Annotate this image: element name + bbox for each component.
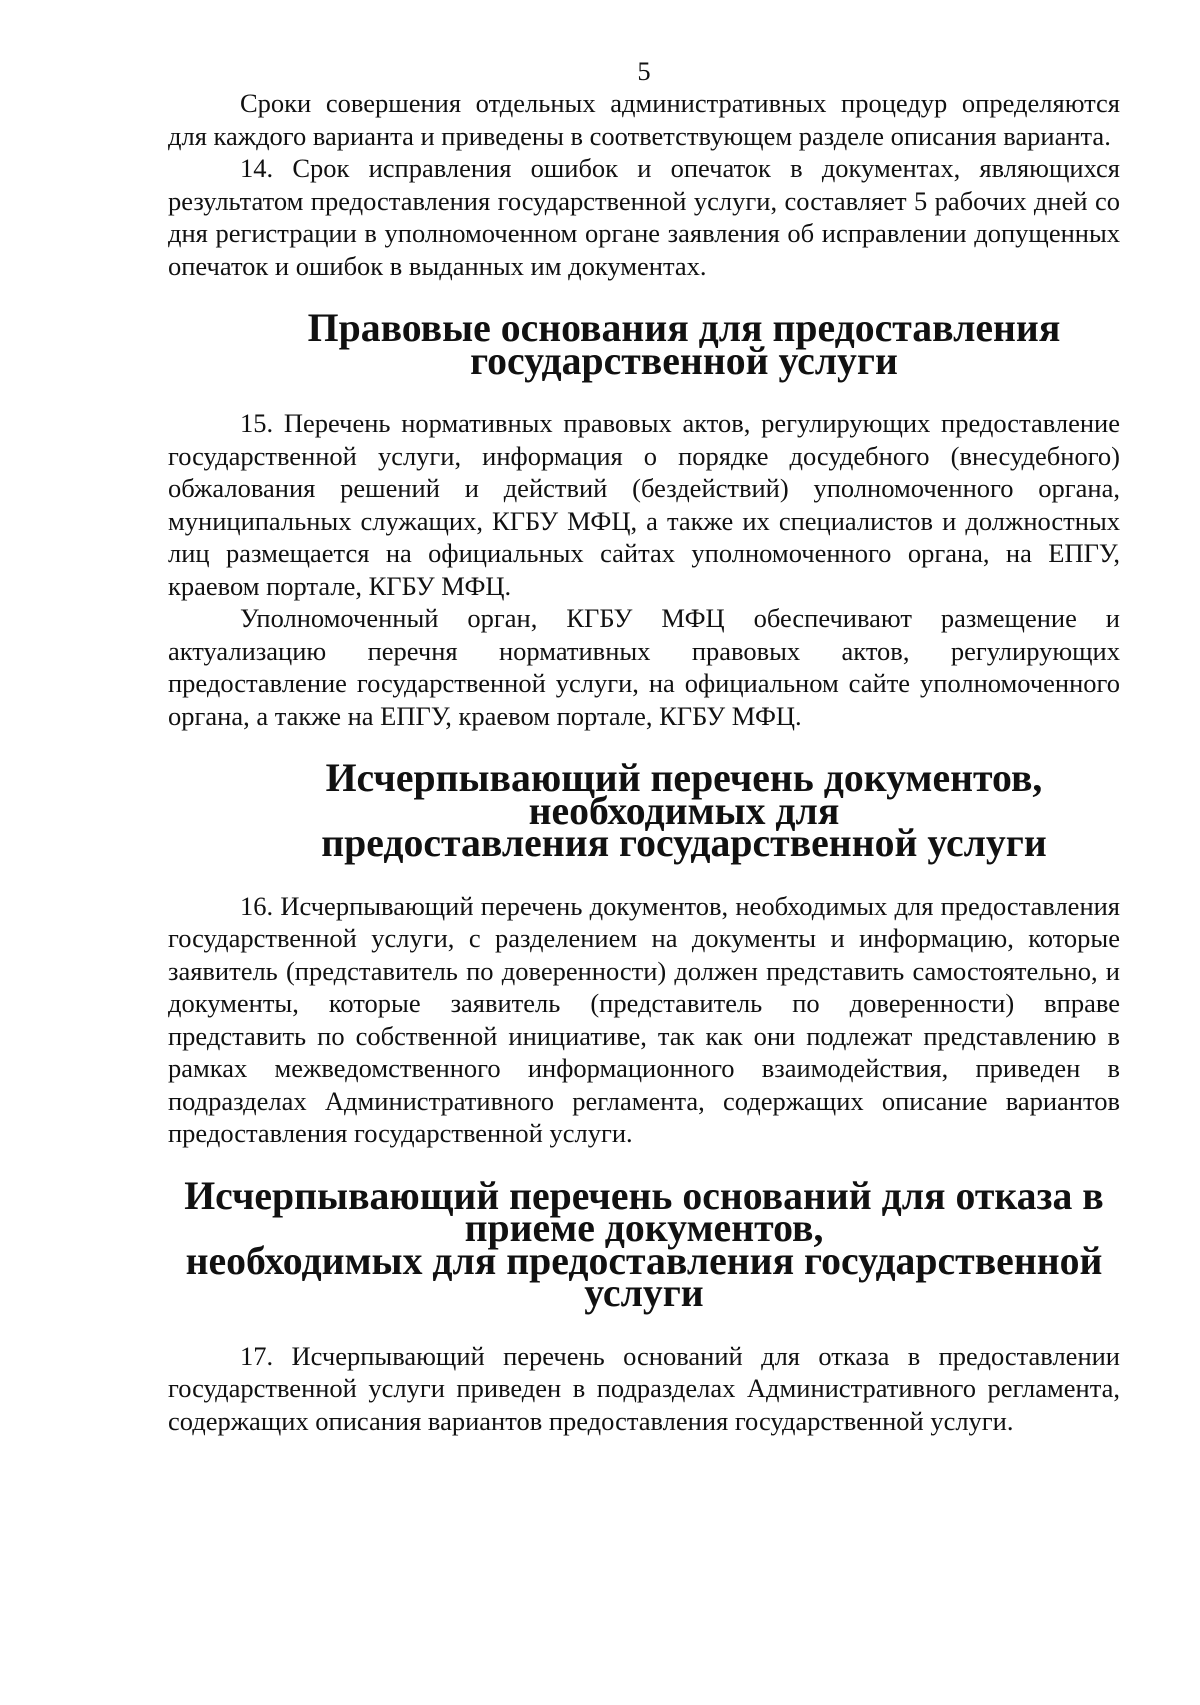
paragraph-15: 15. Перечень нормативных правовых актов, регулирующих предоставление государственной услуги, информация о порядке досудебного (внесудебного) обжалования решений и действий (бездействий) уполномоченного органа, муниципальных служащих, КГБУ МФЦ, а также их специалистов и должностных лиц размещается на официальных сайтах уполномоченного органа, на ЕПГУ, краевом портале, КГБУ МФЦ. — [168, 408, 1120, 601]
paragraph-procedure-terms: Сроки совершения отдельных административных процедур определяются для каждого варианта и приведены в соответствующем разделе описания варианта. — [168, 88, 1120, 151]
heading-documents-list — [168, 756, 1120, 865]
document-page — [168, 55, 1120, 1437]
heading-refusal-grounds-line1: Исчерпывающий перечень оснований для отказа в приеме документов, — [184, 1173, 1104, 1250]
page-number: 5 — [637, 56, 651, 86]
paragraph-14: 14. Срок исправления ошибок и опечаток в документах, являющихся результатом предоставления государственной услуги, составляет 5 рабочих дней со дня регистрации в уполномоченном органе заявления об исправлении допущенных опечаток и ошибок в выданных им документах. — [168, 153, 1120, 281]
paragraph-17: 17. Исчерпывающий перечень оснований для отказа в предоставлении государственной услуги приведен в подразделах Административного регламента, содержащих описания вариантов предоставления государственной услуги. — [168, 1340, 1120, 1436]
heading-documents-list-line1: Исчерпывающий перечень документов, необходимых для — [325, 756, 1043, 833]
heading-legal-grounds: Правовые основания для предоставления государственной услуги — [307, 306, 1061, 383]
paragraph-16: 16. Исчерпывающий перечень документов, необходимых для предоставления государственной услуги, с разделением на документы и информацию, которые заявитель (представитель по доверенности) должен представить самостоятельно, и документы, которые заявитель (представитель по доверенности) вправе представить по собственной инициативе, так как они подлежат представлению в рамках межведомственного информационного взаимодействия, приведен в подразделах Административного регламента, содержащих описание вариантов предоставления государственной услуги. — [168, 890, 1120, 1148]
heading-refusal-grounds-line2: необходимых для предоставления государственной услуги — [185, 1238, 1103, 1315]
heading-refusal-grounds — [168, 1173, 1120, 1315]
heading-documents-list-line2: предоставления государственной услуги — [321, 821, 1047, 865]
paragraph-15-continuation: Уполномоченный орган, КГБУ МФЦ обеспечивают размещение и актуализацию перечня нормативных правовых актов, регулирующих предоставление государственной услуги, на официальном сайте уполномоченного органа, а также на ЕПГУ, краевом портале, КГБУ МФЦ. — [168, 603, 1120, 731]
